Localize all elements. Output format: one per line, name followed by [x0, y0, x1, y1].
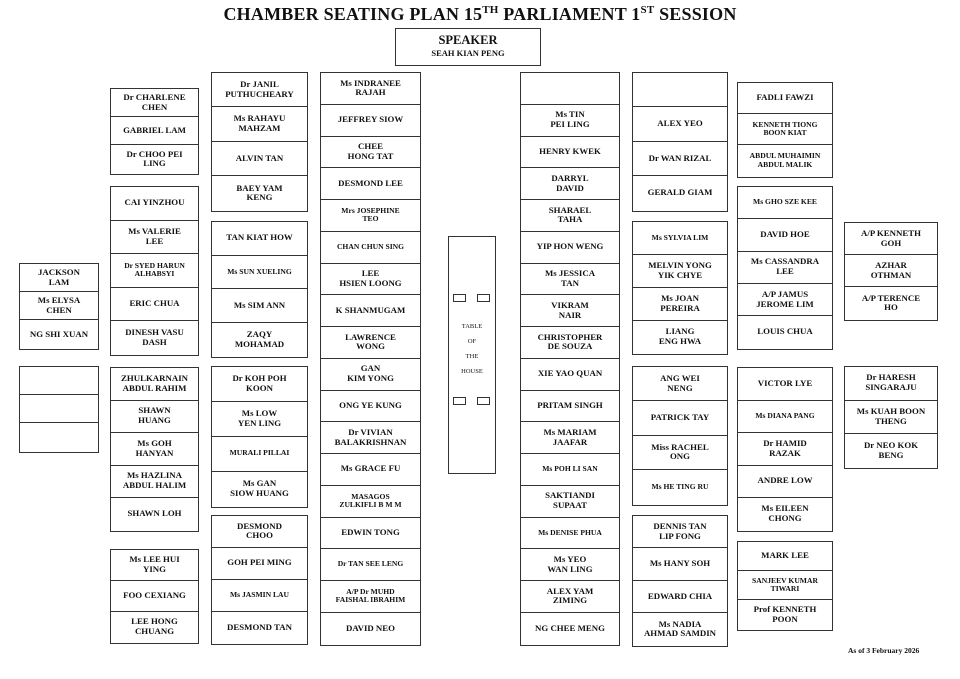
seat: Dr VIVIAN BALAKRISHNAN: [321, 422, 420, 454]
seat: SAKTIANDI SUPAAT: [521, 486, 619, 518]
seat-block-c3-4: [211, 515, 308, 645]
seat: Dr HARESH SINGARAJU: [845, 367, 937, 401]
seat: ANG WEI NENG: [633, 367, 727, 401]
seat: ALEX YEO: [633, 107, 727, 141]
speaker-title: SPEAKER: [438, 33, 498, 47]
seat: Ms GHO SZE KEE: [738, 187, 832, 219]
seat: Ms KUAH BOON THENG: [845, 401, 937, 435]
seat: BAEY YAM KENG: [236, 182, 283, 203]
seat-block-c3-3: [211, 366, 308, 508]
as-of-date: As of 3 February 2026: [848, 646, 920, 655]
seat: CAI YINZHOU: [111, 187, 198, 221]
seat: SHARAEL TAHA: [521, 200, 619, 232]
seat: FADLI FAWZI: [738, 83, 832, 114]
seat: TAN KIAT HOW: [212, 222, 307, 256]
seat: Ms VALERIE LEE: [111, 221, 198, 255]
seat: A/P Dr MUHD FAISHAL IBRAHIM: [321, 581, 420, 613]
seat-block-c7-1: [737, 82, 833, 178]
seat: NG SHI XUAN: [29, 328, 89, 339]
seat-block-c3-1: [211, 72, 308, 212]
seat: SHAWN HUANG: [111, 401, 198, 434]
title-mid: PARLIAMENT 1: [498, 4, 641, 24]
seat-empty: [20, 367, 98, 395]
seat: JEFFREY SIOW: [321, 105, 420, 137]
title-sup-2: ST: [640, 4, 655, 16]
seat: DESMOND TAN: [227, 621, 292, 632]
seat: Ms INDRANEE RAJAH: [321, 73, 420, 105]
seat-empty: [20, 423, 98, 451]
seat: AZHAR OTHMAN: [845, 255, 937, 287]
seat: Dr SYED HARUN ALHABSYI: [111, 254, 198, 288]
seat-block-c2-3: [110, 367, 199, 532]
seat-block-c4-1: [320, 72, 421, 646]
seat: ZAQY MOHAMAD: [234, 328, 285, 349]
page-title: [0, 4, 960, 25]
seat-empty: [20, 395, 98, 423]
seat: Ms TIN PEI LING: [521, 105, 619, 137]
title-sup-1: TH: [482, 4, 499, 16]
seat: Ms POH LI SAN: [521, 454, 619, 486]
seat: KENNETH TIONG BOON KIAT: [738, 114, 832, 145]
seat-block-c3-2: [211, 221, 308, 358]
seat: Ms HAZLINA ABDUL HALIM: [111, 466, 198, 499]
seat: CHEE HONG TAT: [321, 137, 420, 169]
seat: Miss RACHEL ONG: [633, 436, 727, 470]
seat-block-c5-1: [520, 72, 620, 646]
table-label: TABLE OF THE HOUSE: [461, 323, 483, 375]
seat: CHRISTOPHER DE SOUZA: [521, 327, 619, 359]
seat-block-c7-4: [737, 541, 833, 631]
seat: GAN KIM YONG: [321, 359, 420, 391]
table-of-the-house: [448, 236, 496, 474]
seat-block-c8-1: [844, 222, 938, 321]
seat: DAVID HOE: [738, 219, 832, 251]
table-box: [453, 397, 466, 405]
seat: VICTOR LYE: [738, 368, 832, 401]
seat: DARRYL DAVID: [521, 168, 619, 200]
seat: Dr WAN RIZAL: [633, 142, 727, 176]
seat: PRITAM SINGH: [521, 391, 619, 423]
seat-block-c7-2: [737, 186, 833, 350]
seat: MASAGOS ZULKIFLI B M M: [321, 486, 420, 518]
seat: GERALD GIAM: [647, 187, 713, 198]
seat: Ms YEO WAN LING: [521, 549, 619, 581]
seat-block-c1-2: [19, 366, 99, 453]
seat: DENNIS TAN LIP FONG: [633, 516, 727, 548]
seat: Ms JOAN PEREIRA: [633, 288, 727, 321]
seat: A/P KENNETH GOH: [845, 223, 937, 255]
seat: ZHULKARNAIN ABDUL RAHIM: [111, 368, 198, 401]
seat: Ms RAHAYU MAHZAM: [212, 107, 307, 141]
seat-block-c6-2: [632, 221, 728, 355]
seat: ABDUL MUHAIMIN ABDUL MALIK: [749, 151, 821, 169]
seat: GOH PEI MING: [212, 548, 307, 580]
seat: Ms HANY SOH: [633, 548, 727, 580]
seat: Ms SYLVIA LIM: [633, 222, 727, 255]
table-box: [477, 294, 490, 302]
seat: YIP HON WENG: [521, 232, 619, 264]
seat: FOO CEXIANG: [111, 581, 198, 612]
seat: Ms NADIA AHMAD SAMDIN: [643, 618, 717, 639]
seat: CHAN CHUN SING: [321, 232, 420, 264]
seat: Ms JASMIN LAU: [212, 580, 307, 612]
seat: EDWIN TONG: [321, 518, 420, 550]
seat: Dr KOH POH KOON: [212, 367, 307, 402]
seat-block-c2-4: [110, 549, 199, 644]
seat: EDWARD CHIA: [633, 581, 727, 613]
seat: DAVID NEO: [346, 622, 395, 633]
seat: PATRICK TAY: [633, 401, 727, 435]
seat-block-c6-1: [632, 72, 728, 212]
seat: VIKRAM NAIR: [521, 295, 619, 327]
seat: JACKSON LAM: [20, 264, 98, 292]
seat: HENRY KWEK: [521, 137, 619, 169]
seat-block-c2-1: [110, 88, 199, 175]
seat-empty: [633, 73, 727, 107]
title-main: CHAMBER SEATING PLAN 15: [223, 4, 483, 24]
seat: A/P JAMUS JEROME LIM: [738, 284, 832, 316]
seat: SHAWN LOH: [127, 508, 182, 519]
seat-block-c7-3: [737, 367, 833, 532]
seat: Ms MARIAM JAAFAR: [521, 422, 619, 454]
seat: Dr HAMID RAZAK: [738, 433, 832, 466]
table-box: [453, 294, 466, 302]
title-end: SESSION: [654, 4, 737, 24]
seat: Mrs JOSEPHINE TEO: [321, 200, 420, 232]
table-box: [477, 397, 490, 405]
seat: Dr TAN SEE LENG: [321, 549, 420, 581]
seat: Ms DIANA PANG: [738, 401, 832, 434]
seat: Ms GOH HANYAN: [111, 433, 198, 466]
seat: DESMOND CHOO: [212, 516, 307, 548]
seat: LAWRENCE WONG: [321, 327, 420, 359]
seat: Ms LEE HUI YING: [111, 550, 198, 581]
seat: Ms DENISE PHUA: [521, 518, 619, 550]
seat: Ms ELYSA CHEN: [20, 292, 98, 320]
seat-empty: [521, 73, 619, 105]
seat-block-c2-2: [110, 186, 199, 356]
seat: MARK LEE: [738, 542, 832, 571]
seat-block-c8-2: [844, 366, 938, 469]
seat: Dr CHOO PEI LING: [126, 148, 183, 169]
speaker-box: [395, 28, 541, 66]
seat: Ms GAN SIOW HUANG: [230, 478, 289, 499]
seat: XIE YAO QUAN: [521, 359, 619, 391]
seat: Ms JESSICA TAN: [521, 264, 619, 296]
seat: Ms LOW YEN LING: [212, 402, 307, 437]
seat: Ms EILEEN CHONG: [761, 503, 809, 524]
seat: Ms SUN XUELING: [212, 256, 307, 290]
seat: ONG YE KUNG: [321, 391, 420, 423]
seat: LEE HONG CHUANG: [131, 616, 178, 637]
seat: Ms SIM ANN: [212, 289, 307, 323]
seat: ALVIN TAN: [212, 142, 307, 176]
seat: LIANG ENG HWA: [658, 326, 702, 347]
seat: K SHANMUGAM: [321, 295, 420, 327]
seat: MELVIN YONG YIK CHYE: [633, 255, 727, 288]
seat: DESMOND LEE: [321, 168, 420, 200]
seat: NG CHEE MENG: [535, 622, 605, 633]
seat: MURALI PILLAI: [212, 437, 307, 472]
seat: Prof KENNETH POON: [753, 604, 817, 624]
seat: SANJEEV KUMAR TIWARI: [738, 571, 832, 600]
seat-block-c1-1: [19, 263, 99, 350]
seat: Ms GRACE FU: [321, 454, 420, 486]
seat: GABRIEL LAM: [111, 117, 198, 145]
seat: ANDRE LOW: [738, 466, 832, 499]
seat: Dr JANIL PUTHUCHEARY: [212, 73, 307, 107]
speaker-name: SEAH KIAN PENG: [431, 48, 505, 58]
seat: LEE HSIEN LOONG: [321, 264, 420, 296]
seat: ALEX YAM ZIMING: [521, 581, 619, 613]
seat: DINESH VASU DASH: [125, 326, 184, 347]
seat: Dr NEO KOK BENG: [863, 439, 919, 460]
seat: ERIC CHUA: [111, 288, 198, 322]
seat-block-c6-4: [632, 515, 728, 647]
seat: A/P TERENCE HO: [861, 292, 921, 313]
seat-block-c6-3: [632, 366, 728, 506]
seat: Ms HE TING RU: [651, 482, 709, 492]
seat: Ms CASSANDRA LEE: [738, 252, 832, 284]
seat: LOUIS CHUA: [757, 326, 813, 337]
seat: Dr CHARLENE CHEN: [111, 89, 198, 117]
